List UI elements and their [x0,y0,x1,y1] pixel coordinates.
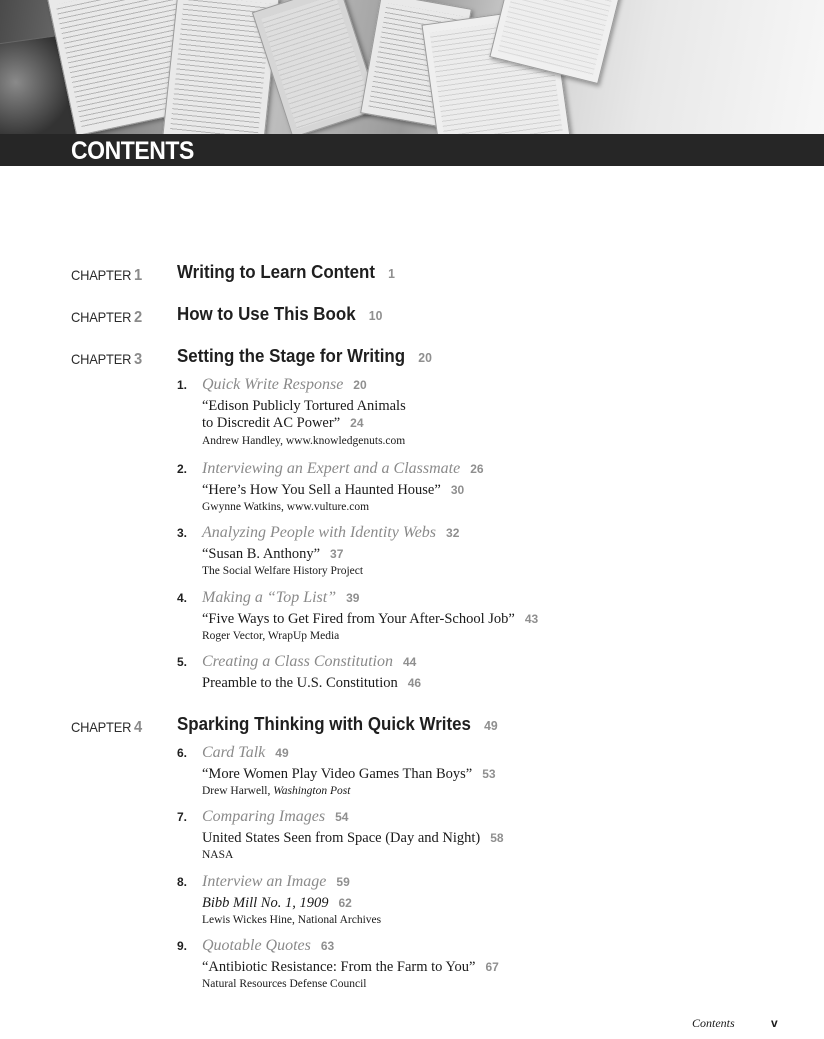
item-number: 3. [177,526,188,540]
reading-source: Drew Harwell, Washington Post [202,785,351,797]
book-cover [252,0,380,134]
chapter-label: CHAPTER 3 [71,351,143,368]
page-number: 49 [275,746,289,760]
reading-title: Preamble to the U.S. Constitution 46 [202,675,422,691]
page-number: 20 [418,350,432,365]
item-number: 2. [177,462,188,476]
page-number: 32 [446,526,460,540]
page-title: CONTENTS [71,137,194,165]
item-title: Making a “Top List” 39 [202,589,360,606]
footer-page-number: v [771,1016,778,1030]
reading-title: “Susan B. Anthony” 37 [202,546,344,562]
chapter-title: Writing to Learn Content 1 [177,262,395,282]
item-title: Comparing Images 54 [202,808,349,825]
item-title: Quick Write Response 20 [202,376,367,393]
chapter-entry [0,345,824,371]
chapter-title: How to Use This Book 10 [177,304,383,324]
reading-source: Natural Resources Defense Council [202,978,367,990]
page-number: 44 [403,655,417,669]
page-number: 46 [407,676,422,690]
footer-section-label: Contents [692,1016,735,1030]
reading-source: Gwynne Watkins, www.vulture.com [202,501,370,513]
chapter-title: Setting the Stage for Writing 20 [177,346,432,366]
chapter-entry [0,303,824,329]
reading-source: Roger Vector, WrapUp Media [202,630,340,642]
item-number: 5. [177,655,188,669]
page-number: 1 [388,266,395,281]
item-number: 9. [177,939,188,953]
reading-source: The Social Welfare History Project [202,565,364,577]
reading-title: United States Seen from Space (Day and Night) 58 [202,830,504,846]
chapter-label: CHAPTER 1 [71,267,143,284]
header-banner-image [0,0,824,134]
page-number: 67 [485,960,499,974]
reading-source: Lewis Wickes Hine, National Archives [202,914,382,926]
reading-title: Bibb Mill No. 1, 1909 62 [202,895,352,911]
page-number: 37 [330,547,344,561]
item-title: Interviewing an Expert and a Classmate 26 [202,460,484,477]
item-number: 7. [177,810,188,824]
page-number: 10 [368,308,383,323]
reading-source: NASA [202,849,234,861]
item-number: 1. [177,378,188,392]
page-number: 53 [482,767,496,781]
page-number: 26 [470,462,484,476]
chapter-label: CHAPTER 4 [71,719,143,736]
item-number: 6. [177,746,188,760]
chapter-entry [0,261,824,287]
page-number: 24 [350,416,364,430]
page-number: 49 [484,718,498,733]
page-number: 54 [335,810,349,824]
page-number: 59 [336,875,350,889]
reading-title: “More Women Play Video Games Than Boys” 53 [202,766,496,782]
item-number: 4. [177,591,188,605]
item-title: Card Talk 49 [202,744,289,761]
item-title: Quotable Quotes 63 [202,937,335,954]
reading-title: “Antibiotic Resistance: From the Farm to You” 67 [202,959,499,975]
page-number: 58 [490,831,504,845]
reading-source: Andrew Handley, www.knowledgenuts.com [202,435,406,447]
chapter-entry [0,713,824,739]
page-number: 39 [346,591,360,605]
item-title: Interview an Image 59 [202,873,350,890]
reading-title: “Edison Publicly Tortured Animals to Discredit AC Power” 24 [202,398,406,431]
item-title: Creating a Class Constitution 44 [202,653,417,670]
page-number: 63 [320,939,335,953]
page-number: 30 [450,483,465,497]
page-number: 20 [353,378,367,392]
reading-title: “Here’s How You Sell a Haunted House” 30 [202,482,465,498]
chapter-title: Sparking Thinking with Quick Writes 49 [177,714,498,734]
page-number: 43 [524,612,539,626]
page-number: 62 [338,896,352,910]
reading-title: “Five Ways to Get Fired from Your After-School Job” 43 [202,611,539,627]
contents-header-bar [0,134,824,166]
item-number: 8. [177,875,188,889]
chapter-label: CHAPTER 2 [71,309,143,326]
item-title: Analyzing People with Identity Webs 32 [202,524,460,541]
